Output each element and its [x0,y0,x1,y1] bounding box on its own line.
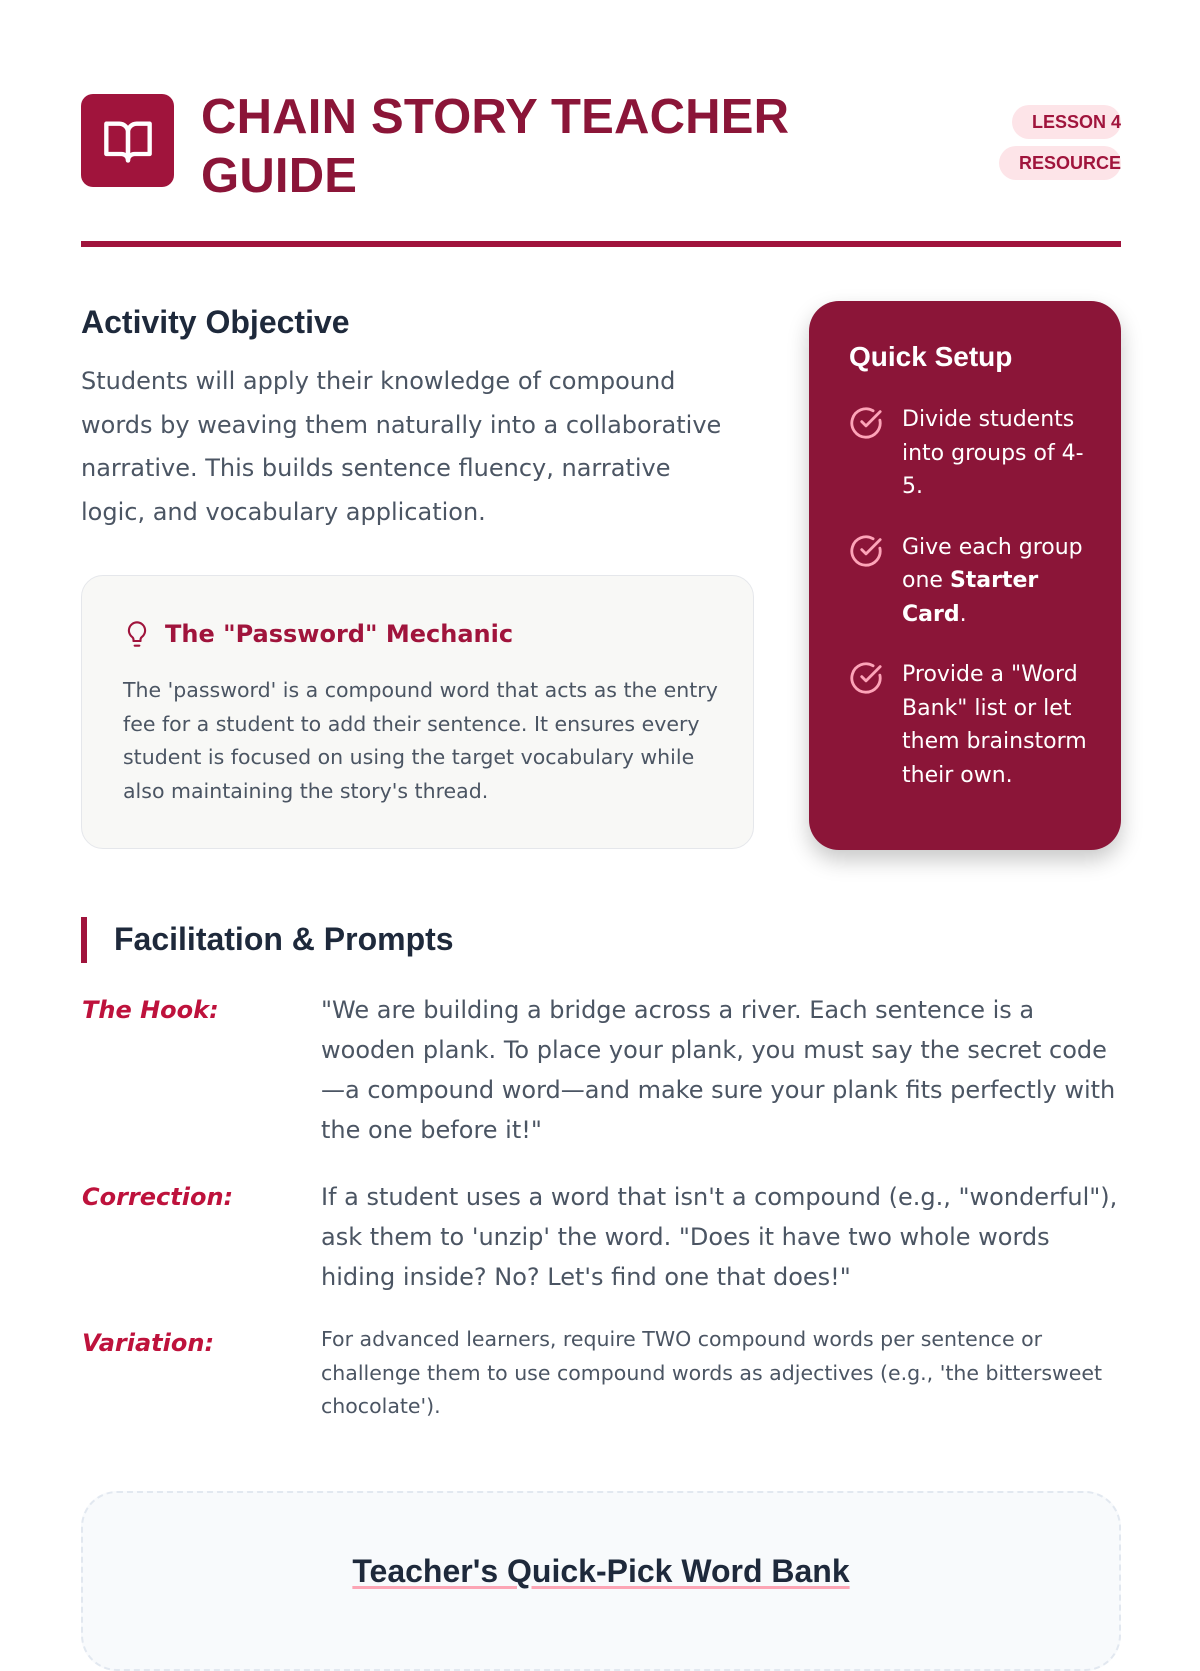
check-circle-icon [849,661,883,695]
page-title: CHAIN STORY TEACHER GUIDE [201,90,790,203]
setup-item [849,658,1099,792]
setup-item [849,531,1099,632]
prompt-label: The Hook: [82,996,219,1024]
setup-title: Quick Setup [849,341,1013,372]
setup-item-text: Provide a "Word Bank" list or let them brainstorm their own. [902,662,1087,788]
word-bank-title: Teacher's Quick-Pick Word Bank [352,1553,850,1589]
mechanic-text: The 'password' is a compound word that acts as the entry fee for a student to add their sentence. It ensures every student is focused on using the target vocabulary while also maintaining the story's thread. [123,678,718,803]
open-book-icon [102,115,154,167]
starter-card-emphasis: Starter Card [902,568,1039,627]
objective-title: Activity Objective [81,304,350,340]
prompt-text: "We are building a bridge across a river. Each sentence is a wooden plank. To place your plank, you must say the secret code—a compound word—and make sure your plank fits perfectly with the one before it!" [321,996,1116,1144]
mechanic-title: The "Password" Mechanic [165,620,514,648]
word-bank-card [81,1491,1121,1671]
setup-item [849,403,1099,504]
lesson-badge-wrap [991,102,1121,184]
prompt-label: Variation: [82,1329,215,1357]
logo [81,94,174,187]
prompt-text: For advanced learners, require TWO compound words per sentence or challenge them to use compound words as adjectives (e.g., 'the bittersweet chocolate'). [321,1327,1103,1418]
lesson-badge: LESSON 4 RESOURCE [999,105,1121,180]
page-header [81,88,1121,203]
prompt-label: Correction: [82,1183,234,1211]
setup-item-text: Divide students into groups of 4-5. [902,407,1084,499]
password-mechanic-card [81,575,754,849]
objective-text: Students will apply their knowledge of compound words by weaving them naturally into a collaborative narrative. This builds sentence fluency, narrative logic, and vocabulary application. [81,367,722,526]
setup-item-text: Give each group one Starter Card. [902,534,1083,627]
facilitation-title: Facilitation & Prompts [114,921,454,957]
section-accent-bar [81,917,87,963]
prompt-text: If a student uses a word that isn't a compound (e.g., "wonderful"), ask them to 'unzip' the word. "Does it have two whole words hiding inside? No? Let's find one that does!" [321,1183,1118,1291]
setup-list [849,403,1099,819]
mechanic-header [123,618,513,650]
lightbulb-icon [123,618,151,650]
check-circle-icon [849,406,883,440]
check-circle-icon [849,534,883,568]
quick-setup-card [809,301,1121,850]
header-divider [81,241,1121,247]
